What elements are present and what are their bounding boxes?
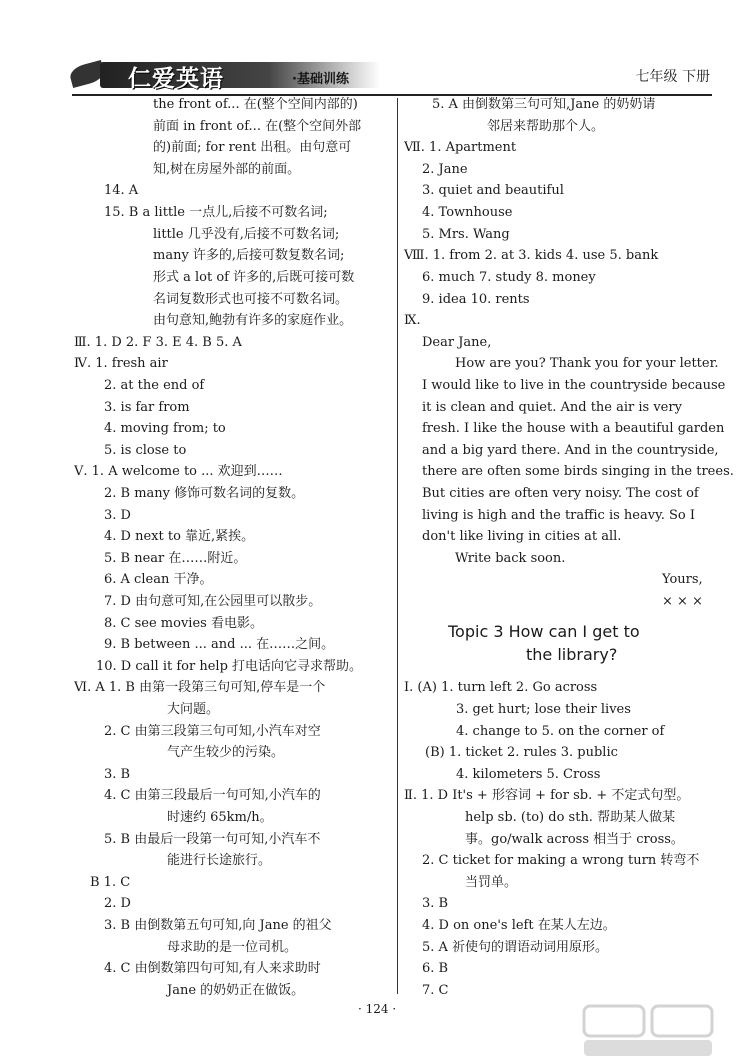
answer-line: 2. D (104, 896, 131, 911)
answer-line: 4. D on one's left 在某人左边。 (422, 918, 616, 933)
answer-line: 9. B between ... and ... 在……之间。 (104, 637, 335, 652)
text-line: 大问题。 (167, 702, 220, 717)
answer-line: 5. B near 在……附近。 (104, 551, 247, 566)
letter-line: How are you? Thank you for your letter. (455, 356, 719, 371)
text-line: 能进行长途旅行。 (167, 853, 272, 868)
answer-line: 5. is close to (104, 443, 187, 458)
letter-signature: × × × (662, 594, 703, 609)
text-line: 气产生较少的污染。 (167, 745, 285, 760)
text-line: 的)前面; for rent 出租。由句意可 (153, 140, 352, 155)
answer-line: 6. A clean 干净。 (104, 572, 213, 587)
answer-line: 3. get hurt; lose their lives (456, 702, 631, 717)
answer-line: 4. kilometers 5. Cross (456, 767, 601, 782)
answer-line: 3. B (422, 896, 449, 911)
answer-line: 2. Jane (422, 162, 468, 177)
section-line: Ⅵ. A 1. B 由第一段第三句可知,停车是一个 (74, 680, 326, 695)
letter-greeting: Dear Jane, (422, 335, 492, 350)
letter-line: But cities are often very noisy. The cost of (422, 486, 699, 501)
text-line: 名词复数形式也可接不可数名词。 (153, 292, 349, 307)
series-label: ·基础训练 (292, 72, 349, 87)
answer-line: 4. D next to 靠近,紧挨。 (104, 529, 255, 544)
letter-line: it is clean and quiet. And the air is very (422, 400, 682, 415)
answer-line: 4. Townhouse (422, 205, 513, 220)
grade-label: 七年级 下册 (635, 69, 710, 85)
letter-line: don't like living in cities at all. (422, 529, 622, 544)
text-line: 由句意知,鲍勃有许多的家庭作业。 (153, 313, 353, 328)
book-title: 仁爱英语 (128, 66, 224, 92)
letter-line: living is high and the traffic is heavy. So I (422, 508, 695, 523)
letter-line: fresh. I like the house with a beautiful garden (422, 421, 725, 436)
answer-line: 6. B (422, 961, 449, 976)
text-line: 母求助的是一位司机。 (167, 940, 298, 955)
answer-line: 2. at the end of (104, 378, 205, 393)
text-line: little 几乎没有,后接不可数名词; (153, 227, 340, 242)
answer-line: 6. much 7. study 8. money (422, 270, 596, 285)
section-line: Ⅴ. 1. A welcome to ... 欢迎到…… (74, 464, 283, 479)
letter-closing: Yours, (662, 572, 703, 587)
answer-line: 8. C see movies 看电影。 (104, 616, 263, 631)
answer-line: 14. A (104, 183, 139, 198)
topic-heading: Topic 3 How can I get to (448, 622, 640, 641)
answer-line: 4. C 由倒数第四句可知,有人来求助时 (104, 961, 321, 976)
watermark-logo-icon (580, 1000, 720, 1060)
text-line: 知,树在房屋外部的前面。 (153, 162, 301, 177)
letter-line: there are often some birds singing in the trees. (422, 464, 734, 479)
answer-line: 10. D call it for help 打电话向它寻求帮助。 (96, 659, 363, 674)
answer-line: 3. B 由倒数第五句可知,向 Jane 的祖父 (104, 918, 332, 933)
answer-line: 5. B 由最后一段第一句可知,小汽车不 (104, 832, 321, 847)
section-line: Ⅶ. 1. Apartment (404, 140, 517, 155)
section-line: Ⅸ. (404, 313, 421, 328)
section-line: Ⅰ. (A) 1. turn left 2. Go across (404, 680, 598, 695)
answer-line: 3. B (104, 767, 131, 782)
column-divider (397, 98, 398, 994)
text-line: 邻居来帮助那个人。 (487, 119, 605, 134)
section-line: Ⅳ. 1. fresh air (74, 356, 168, 371)
answer-line: 9. idea 10. rents (422, 292, 530, 307)
answer-line: 3. quiet and beautiful (422, 183, 564, 198)
answer-line: 15. B a little 一点儿,后接不可数名词; (104, 205, 328, 220)
text-line: 时速约 65km/h。 (167, 810, 273, 825)
answer-line: 2. B many 修饰可数名词的复数。 (104, 486, 305, 501)
answer-line: 2. C 由第三段第三句可知,小汽车对空 (104, 724, 321, 739)
answer-line: 5. A 由倒数第三句可知,Jane 的奶奶请 (432, 97, 656, 112)
letter-line: and a big yard there. And in the countryside, (422, 443, 719, 458)
answer-line: 5. Mrs. Wang (422, 227, 510, 242)
text-line: Jane 的奶奶正在做饭。 (167, 983, 305, 998)
section-line: Ⅱ. 1. D It's + 形容词 + for sb. + 不定式句型。 (404, 788, 690, 803)
page-number: · 124 · (358, 1002, 397, 1016)
letter-line: Write back soon. (455, 551, 566, 566)
text-line: help sb. (to) do sth. 帮助某人做某 (465, 810, 676, 825)
answer-line: 2. C ticket for making a wrong turn 转弯不 (422, 853, 700, 868)
letter-line: I would like to live in the countryside because (422, 378, 726, 393)
answer-line: 5. A 祈使句的谓语动词用原形。 (422, 940, 609, 955)
text-line: 当罚单。 (465, 875, 518, 890)
answer-line: 7. C (422, 983, 449, 998)
text-line: many 许多的,后接可数复数名词; (153, 248, 345, 263)
section-line: Ⅷ. 1. from 2. at 3. kids 4. use 5. bank (404, 248, 659, 263)
topic-heading-cont: the library? (526, 645, 618, 664)
answer-line: 4. C 由第三段最后一句可知,小汽车的 (104, 788, 321, 803)
section-line: Ⅲ. 1. D 2. F 3. E 4. B 5. A (74, 335, 242, 350)
answer-line: 3. D (104, 508, 131, 523)
answer-line: B 1. C (90, 875, 131, 890)
answer-line: 7. D 由句意可知,在公园里可以散步。 (104, 594, 322, 609)
answer-line: (B) 1. ticket 2. rules 3. public (425, 745, 618, 760)
answer-line: 4. moving from; to (104, 421, 226, 436)
text-line: 前面 in front of... 在(整个空间外部 (153, 119, 362, 134)
text-line: the front of... 在(整个空间内部的) (153, 97, 358, 112)
text-line: 事。go/walk across 相当于 cross。 (465, 832, 684, 847)
text-line: 形式 a lot of 许多的,后既可接可数 (153, 270, 355, 285)
page-header (0, 54, 750, 94)
answer-line: 4. change to 5. on the corner of (456, 724, 665, 739)
answer-line: 3. is far from (104, 400, 190, 415)
